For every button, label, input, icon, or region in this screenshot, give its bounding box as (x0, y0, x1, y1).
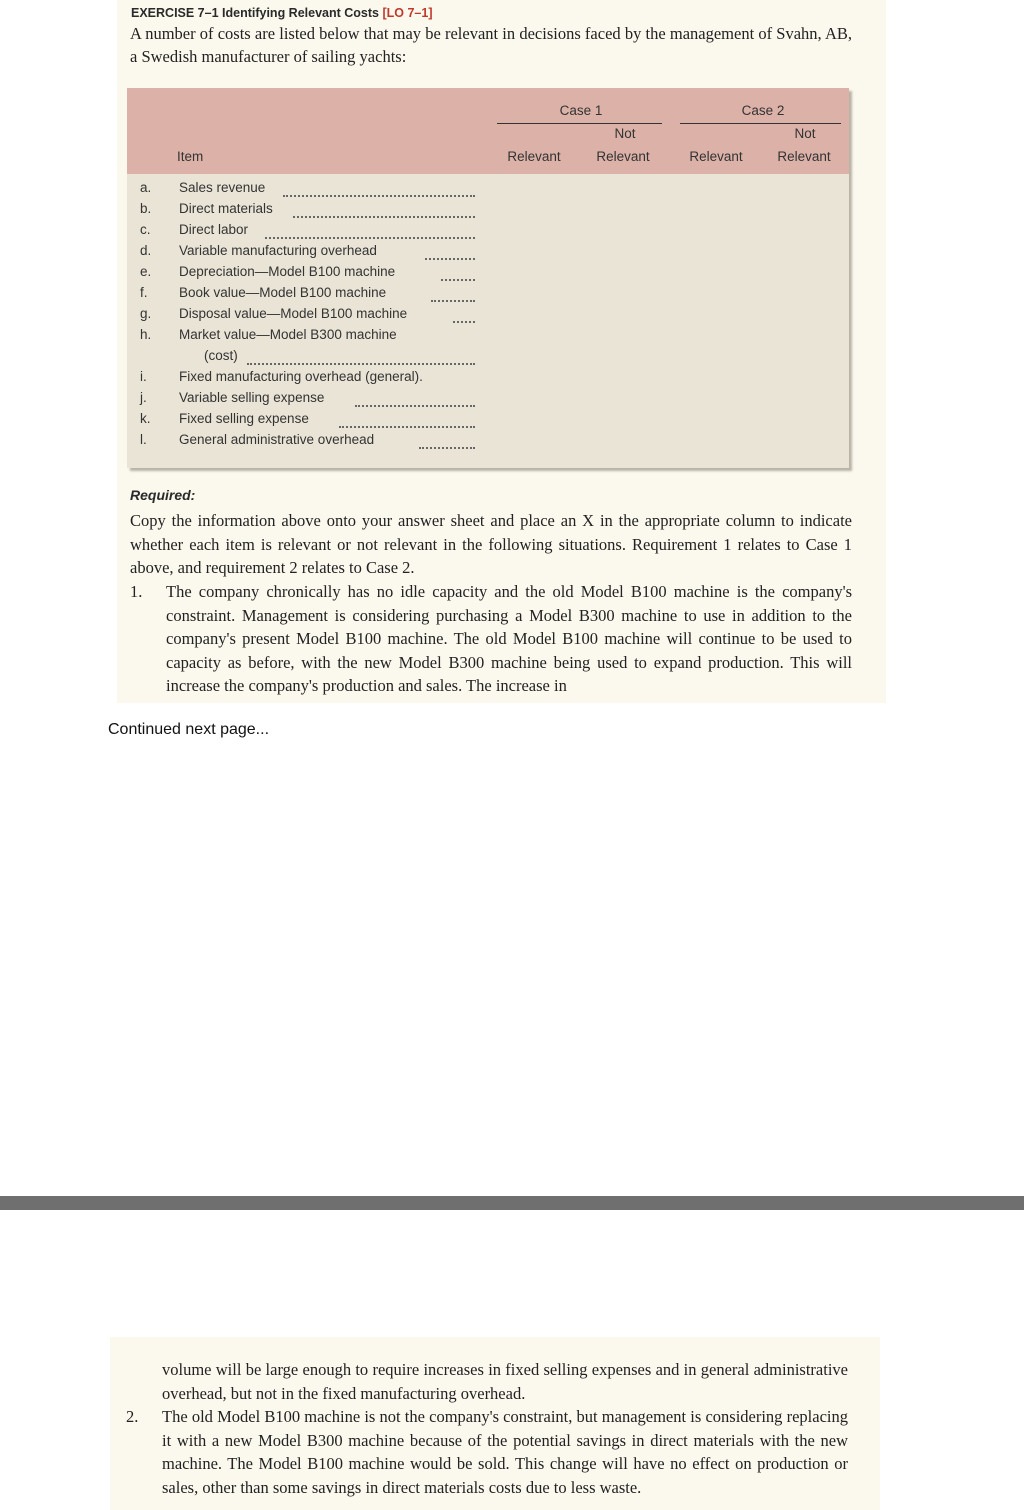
case2-relevant-header: Relevant (689, 149, 743, 164)
exercise-intro: A number of costs are listed below that may be relevant in decisions faced by the management of Svahn, AB, a Swedish manufacturer of sailing yachts: (130, 24, 852, 66)
item-label: Direct labor (179, 222, 249, 237)
case1-not-label: Not (614, 126, 636, 141)
requirement-1 (130, 580, 852, 698)
item-row-j (127, 390, 849, 411)
item-label: Direct materials (179, 201, 273, 216)
page-separator (0, 1196, 1024, 1210)
requirement-1-continued (126, 1358, 848, 1405)
leader-dots (425, 252, 475, 260)
case2-not-relevant-header: Relevant (777, 149, 831, 164)
item-label-continued: (cost) (204, 348, 238, 363)
leader-dots (283, 189, 475, 197)
item-letter: i. (140, 369, 147, 384)
item-row-l (127, 432, 849, 453)
case1-header: Case 1 (559, 103, 603, 118)
item-letter: b. (140, 201, 152, 216)
case1-relevant-header: Relevant (507, 149, 561, 164)
item-letter: e. (140, 264, 152, 279)
case2-header: Case 2 (741, 103, 785, 118)
leader-dots (355, 399, 475, 407)
requirement-1-number: 1. (130, 582, 143, 601)
continued-note: Continued next page... (108, 721, 270, 738)
item-letter: j. (140, 390, 147, 405)
leader-dots (293, 210, 475, 218)
leader-dots (339, 420, 475, 428)
item-row-b (127, 201, 849, 222)
case1-rule (497, 123, 662, 124)
item-label: Fixed manufacturing overhead (general). (179, 369, 423, 384)
item-letter: a. (140, 180, 152, 195)
case1-not-relevant-header: Relevant (596, 149, 650, 164)
item-row-g (127, 306, 849, 327)
item-letter: l. (140, 432, 147, 447)
item-label: General administrative overhead (179, 432, 375, 447)
item-row-a (127, 180, 849, 201)
item-row-e (127, 264, 849, 285)
item-row-i (127, 369, 849, 390)
exercise-title (131, 6, 881, 20)
exercise-title-text: EXERCISE 7–1 Identifying Relevant Costs (131, 6, 379, 20)
item-row-h (127, 327, 849, 348)
leader-dots (247, 357, 475, 365)
table-header (127, 88, 849, 174)
item-column-header: Item (177, 149, 204, 164)
requirement-2-text: The old Model B100 machine is not the company's constraint, but management is considering replacing it with a new Model B300 machine because of the potential savings in direct materials with the new machine. The Model B100 machine would be sold. This change will have no effect on production or sales, other than some savings in direct materials costs due to less waste. (162, 1407, 848, 1497)
item-label: Disposal value—Model B100 machine (179, 306, 408, 321)
requirement-2-number: 2. (126, 1407, 139, 1426)
requirement-2 (126, 1405, 848, 1499)
required-heading: Required: (130, 487, 196, 503)
item-row-k (127, 411, 849, 432)
case2-not-label: Not (794, 126, 816, 141)
item-label: Depreciation—Model B100 machine (179, 264, 396, 279)
leader-dots (441, 273, 475, 281)
leader-dots (453, 315, 475, 323)
item-letter: f. (140, 285, 148, 300)
item-row-c (127, 222, 849, 243)
item-row-d (127, 243, 849, 264)
item-label: Book value—Model B100 machine (179, 285, 387, 300)
cost-items-table (127, 88, 849, 468)
leader-dots (419, 441, 475, 449)
item-row-h-continued (127, 348, 849, 369)
leader-dots (265, 231, 475, 239)
item-label: Fixed selling expense (179, 411, 309, 426)
item-label: Sales revenue (179, 180, 266, 195)
required-instructions: Copy the information above onto your answer sheet and place an X in the appropriate column to indicate whether each item is relevant or not relevant in the following situations. Requirement 1 relates to Case 1 above, and requirement 2 relates to Case 2. (130, 511, 852, 577)
leader-dots (431, 294, 475, 302)
item-letter: c. (140, 222, 151, 237)
requirement-1-text: The company chronically has no idle capacity and the old Model B100 machine is the company's constraint. Management is considering purchasing a Model B300 machine to use in addition to the company's present Model B100 machine. The old Model B100 machine will continue to be used to capacity as before, with the new Model B300 machine being used to expand production. This will increase the company's production and sales. The increase in (166, 582, 852, 695)
item-letter: d. (140, 243, 152, 258)
learning-objective-tag: [LO 7–1] (382, 6, 433, 20)
item-row-f (127, 285, 849, 306)
item-label: Market value—Model B300 machine (179, 327, 397, 342)
requirement-1-text-continued: volume will be large enough to require increases in fixed selling expenses and in general administrative overhead, but not in the fixed manufacturing overhead. (162, 1360, 848, 1403)
item-letter: k. (140, 411, 151, 426)
case2-rule (680, 123, 841, 124)
item-letter: g. (140, 306, 152, 321)
item-label: Variable manufacturing overhead (179, 243, 377, 258)
item-letter: h. (140, 327, 152, 342)
item-label: Variable selling expense (179, 390, 325, 405)
